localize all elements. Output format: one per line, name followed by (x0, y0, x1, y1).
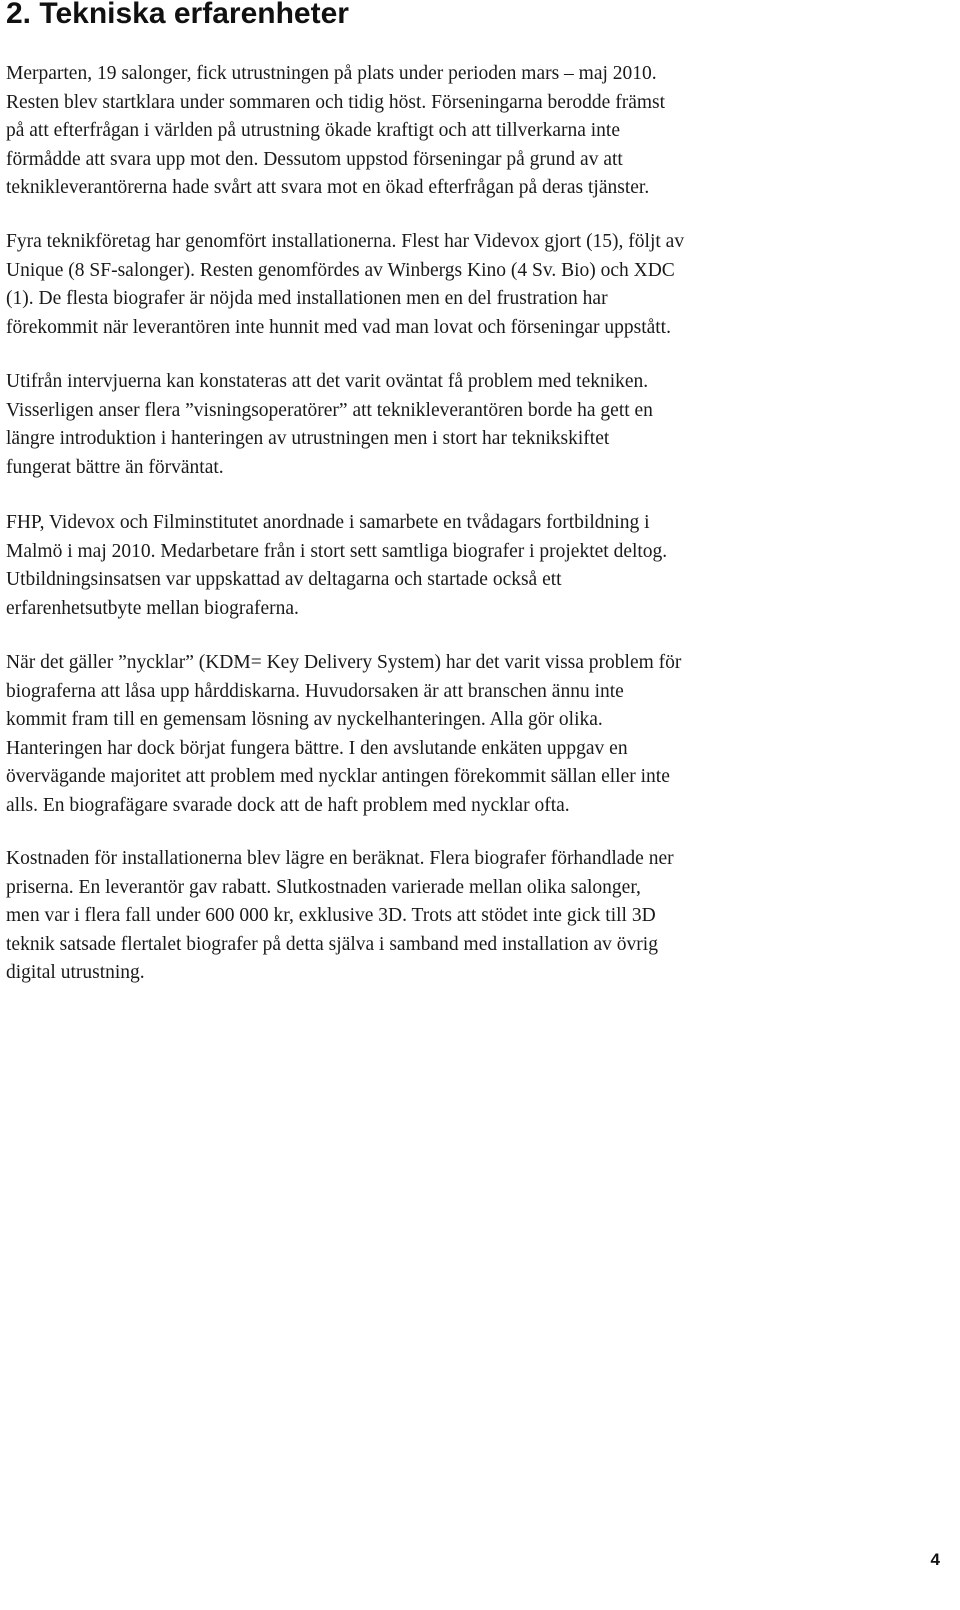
paragraph-keys (6, 649, 681, 820)
text-line: (1). De flesta biografer är nöjda med installationen men en del frustration har (6, 288, 608, 309)
text-line: teknikleverantörerna hade svårt att svara mot en ökad efterfrågan på deras tjänster. (6, 177, 650, 198)
text-line: alls. En biografägare svarade dock att de haft problem med nycklar ofta. (6, 794, 570, 816)
text-line: teknik satsade flertalet biografer på detta själva i samband med installation av övrig (6, 933, 658, 955)
text-line: förekommit när leverantören inte hunnit med vad man lovat och förseningar uppstått. (6, 316, 671, 338)
text-line: Resten blev startklara under sommaren och tidig höst. Förseningarna berodde främst (6, 91, 666, 113)
text-line: övervägande majoritet att problem med nycklar antingen förekommit sällan eller inte (6, 766, 670, 787)
text-line: förmådde att svara upp mot den. Dessutom uppstod förseningar på grund av att (6, 148, 623, 170)
text-line: priserna. En leverantör gav rabatt. Slutkostnaden varierade mellan olika salonger, (6, 876, 641, 898)
text-line: på att efterfrågan i världen på utrustning ökade kraftigt och att tillverkarna inte (6, 120, 621, 141)
section-heading: 2. Tekniska erfarenheter (6, 0, 349, 30)
text-line: Unique (8 SF-salonger). Resten genomfördes av Winbergs Kino (4 Sv. Bio) och XDC (6, 259, 675, 281)
text-line: Utbildningsinsatsen var uppskattad av deltagarna och startade också ett (6, 569, 562, 590)
text-line: fungerat bättre än förväntat. (6, 456, 224, 478)
text-line: Fyra teknikföretag har genomfört installationerna. Flest har Videvox gjort (15), följt av (6, 231, 685, 252)
text-line: Malmö i maj 2010. Medarbetare från i stort sett samtliga biografer i projektet deltog. (6, 540, 668, 562)
paragraph-delivery-timeline (6, 60, 665, 203)
text-line: erfarenhetsutbyte mellan biograferna. (6, 597, 299, 619)
text-line: biograferna att låsa upp hårddiskarna. Huvudorsaken är att branschen ännu inte (6, 680, 624, 702)
page-number: 4 (930, 1550, 940, 1569)
text-line: digital utrustning. (6, 962, 145, 983)
text-line: kommit fram till en gemensam lösning av nyckelhanteringen. Alla gör olika. (6, 709, 603, 730)
text-line: Visserligen anser flera ”visningsoperatörer” att teknikleverantören borde ha gett en (6, 399, 653, 421)
text-line: Hanteringen har dock börjat fungera bättre. I den avslutande enkäten uppgav en (6, 737, 628, 759)
paragraph-installers (6, 228, 684, 342)
text-line: Utifrån intervjuerna kan konstateras att det varit oväntat få problem med tekniken. (6, 371, 649, 392)
text-line: men var i flera fall under 600 000 kr, exklusive 3D. Trots att stödet inte gick till 3D (6, 905, 656, 926)
text-line: Kostnaden för installationerna blev lägre en beräknat. Flera biografer förhandlade ner (6, 848, 674, 869)
text-line: När det gäller ”nycklar” (KDM= Key Delivery System) har det varit vissa problem för (6, 652, 682, 673)
text-line: längre introduktion i hanteringen av utrustningen men i stort har teknikskiftet (6, 428, 610, 449)
text-line: FHP, Videvox och Filminstitutet anordnade i samarbete en tvådagars fortbildning i (6, 512, 650, 533)
paragraph-interviews (6, 368, 653, 482)
paragraph-costs (6, 845, 674, 988)
text-line: Merparten, 19 salonger, fick utrustningen på plats under perioden mars – maj 2010. (6, 63, 657, 84)
paragraph-training (6, 509, 667, 623)
